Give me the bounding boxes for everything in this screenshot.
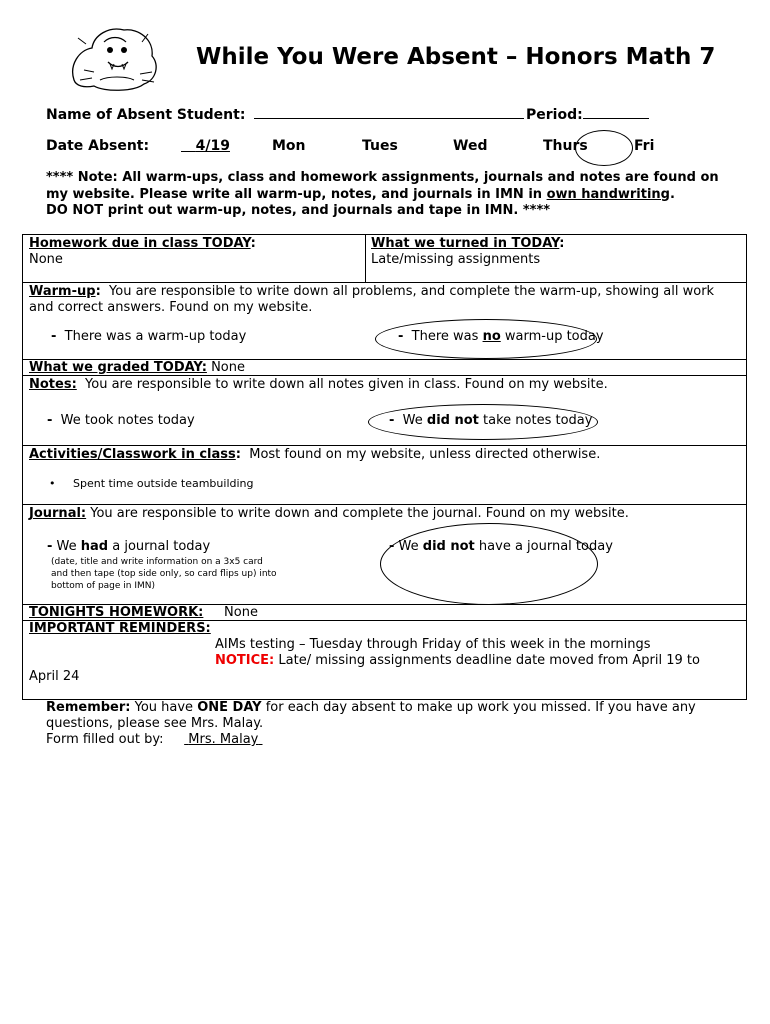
homework-due-value: None xyxy=(29,252,63,267)
journal-yes-emph: had xyxy=(80,539,109,554)
reminders-section xyxy=(22,620,747,700)
warmup-option-no: - There was no warm-up today xyxy=(398,329,604,344)
day-mon: Mon xyxy=(272,138,306,154)
turned-in-cell xyxy=(371,236,731,268)
date-text: 4/19 xyxy=(195,138,230,154)
journal-no-emph: did not xyxy=(422,539,475,554)
note-text: **** Note: All warm-ups, class and homework assignments, journals and notes are found on my website. Please write all warm-up, notes, and journals in IMN in xyxy=(46,170,719,202)
journal-section xyxy=(22,504,747,605)
date-value xyxy=(181,138,230,154)
reminders-label: IMPORTANT REMINDERS: xyxy=(29,621,211,636)
journal-description: You are responsible to write down and complete the journal. Found on my website. xyxy=(90,506,629,521)
journal-instruction-line: and then tape (top side only, so card flips up) into xyxy=(51,569,277,579)
note-warning: DO NOT print out warm-up, notes, and journals and tape in IMN. **** xyxy=(46,203,551,218)
warmup-no-pre: There was xyxy=(411,329,479,344)
homework-row xyxy=(22,234,747,283)
activities-colon: : xyxy=(235,447,241,462)
activity-item-text: Spent time outside teambuilding xyxy=(72,477,254,490)
column-divider xyxy=(365,235,366,282)
page-title: While You Were Absent – Honors Math 7 xyxy=(196,44,716,70)
notes-no-emph: did not xyxy=(426,413,479,428)
notes-description: You are responsible to write down all notes given in class. Found on my website. xyxy=(85,377,608,392)
notes-section xyxy=(22,375,747,446)
warmup-section xyxy=(22,282,747,360)
remember-pre: You have xyxy=(134,700,194,715)
homework-due-label: Homework due in class TODAY xyxy=(29,236,251,251)
notes-text xyxy=(29,377,741,393)
warmup-yes-text: There was a warm-up today xyxy=(64,329,247,344)
warmup-colon: : xyxy=(95,284,101,299)
homework-due-cell xyxy=(29,236,359,268)
turned-in-colon: : xyxy=(559,236,565,251)
remember-post: for each day absent to make up work you missed. If you have any questions, please see Mrs. Malay. xyxy=(46,700,696,731)
warmup-circle-mark xyxy=(375,319,597,359)
journal-instruction-line: (date, title and write information on a 3x5 card xyxy=(51,557,263,567)
journal-no-post: have a journal today xyxy=(478,539,613,554)
filled-by-value xyxy=(184,732,262,747)
name-row xyxy=(46,107,524,123)
remember-text xyxy=(46,700,736,732)
filled-by-name: Mrs. Malay xyxy=(188,732,259,747)
tonight-value: None xyxy=(224,605,258,620)
date-label: Date Absent: xyxy=(46,138,150,154)
day-wed: Wed xyxy=(453,138,488,154)
warmup-no-emph: no xyxy=(482,329,501,344)
notice-text: Late/ missing assignments deadline date moved from April 19 to xyxy=(278,653,700,668)
journal-label: Journal: xyxy=(29,506,87,521)
remember-emph: ONE DAY xyxy=(197,700,262,715)
tonight-label: TONIGHTS HOMEWORK: xyxy=(29,605,204,620)
bulldog-mascot-logo xyxy=(64,20,164,94)
notes-option-yes: - We took notes today xyxy=(47,413,195,428)
warmup-text xyxy=(29,284,741,316)
turned-in-value: Late/missing assignments xyxy=(371,252,541,267)
notice-label: NOTICE: xyxy=(215,653,275,668)
warmup-description: You are responsible to write down all problems, and complete the warm-up, showing all work and correct answers. Found on my website. xyxy=(29,284,715,315)
reminder-notice-cont: April 24 xyxy=(29,669,80,684)
period-label: Period: xyxy=(526,107,583,123)
day-circle-mark xyxy=(575,130,633,166)
note-emphasis: own handwriting xyxy=(546,186,670,202)
graded-value: None xyxy=(211,360,245,375)
reminder-notice xyxy=(215,653,700,669)
notes-label: Notes: xyxy=(29,377,77,392)
graded-row xyxy=(22,359,747,376)
journal-instructions xyxy=(51,556,277,592)
activities-text xyxy=(29,447,741,463)
journal-yes-post: a journal today xyxy=(112,539,211,554)
day-thurs: Thurs xyxy=(543,138,588,154)
warmup-option-yes: - There was a warm-up today xyxy=(51,329,247,344)
period-row xyxy=(526,107,649,123)
journal-text xyxy=(29,506,741,522)
notes-yes-text: We took notes today xyxy=(60,413,195,428)
journal-option-no: - We did not have a journal today xyxy=(389,539,613,554)
name-field[interactable] xyxy=(254,118,524,119)
journal-instruction-line: bottom of page in IMN) xyxy=(51,581,156,591)
reminder-aims: AIMs testing – Tuesday through Friday of this week in the mornings xyxy=(215,637,651,652)
journal-yes-pre: We xyxy=(56,539,77,554)
website-note xyxy=(46,170,736,220)
warmup-no-post: warm-up today xyxy=(504,329,604,344)
note-period: . xyxy=(669,186,675,202)
graded-label: What we graded TODAY: xyxy=(29,360,207,375)
bullet-dot-icon: • xyxy=(49,477,56,490)
tonight-row xyxy=(22,604,747,621)
tonight-cell xyxy=(29,605,258,621)
turned-in-label: What we turned in TODAY xyxy=(371,236,560,251)
journal-circle-mark xyxy=(380,523,598,605)
homework-due-colon: : xyxy=(250,236,256,251)
notes-option-no: - We did not take notes today xyxy=(389,413,593,428)
day-fri: Fri xyxy=(634,138,655,154)
activities-description: Most found on my website, unless directed otherwise. xyxy=(249,447,601,462)
notes-circle-mark xyxy=(368,404,598,440)
name-label: Name of Absent Student: xyxy=(46,107,246,123)
activity-item xyxy=(49,477,254,490)
warmup-label: Warm-up xyxy=(29,284,96,299)
activities-section xyxy=(22,445,747,505)
period-field[interactable] xyxy=(583,118,649,119)
remember-label: Remember: xyxy=(46,700,131,715)
activities-label: Activities/Classwork in class xyxy=(29,447,236,462)
graded-cell xyxy=(29,360,245,376)
journal-no-pre: We xyxy=(398,539,419,554)
notes-no-pre: We xyxy=(402,413,423,428)
filled-by-label: Form filled out by: xyxy=(46,732,164,747)
notes-no-post: take notes today xyxy=(483,413,593,428)
filled-by-row xyxy=(46,732,263,748)
day-tues: Tues xyxy=(362,138,398,154)
journal-option-yes: - We had a journal today xyxy=(47,539,211,554)
